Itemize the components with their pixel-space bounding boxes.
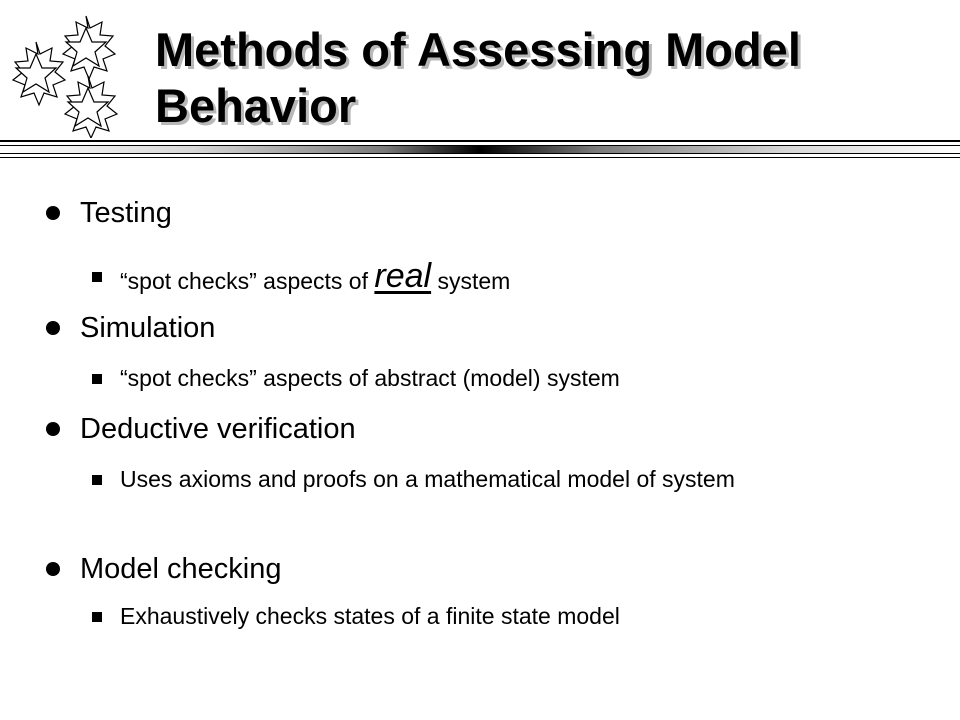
title-divider (0, 140, 960, 162)
sub-text: Exhaustively checks states of a finite state model (120, 603, 620, 629)
bullet-dot-icon (46, 321, 60, 335)
sub-text-before: “spot checks” aspects of (120, 268, 375, 294)
sub-bullet-model-checking (120, 600, 890, 632)
bullet-label: Model checking (80, 553, 282, 585)
bullet-model-checking (80, 552, 282, 586)
title-line-2: Behavior (155, 79, 357, 132)
bullet-dot-icon (46, 562, 60, 576)
sub-bullet-deductive-verification (120, 463, 880, 495)
bullet-dot-icon (46, 422, 60, 436)
sub-text-emphasis: real (374, 257, 432, 295)
square-bullet-icon (92, 374, 102, 384)
square-bullet-icon (92, 612, 102, 622)
bullet-dot-icon (46, 206, 60, 220)
bullet-label: Testing (80, 197, 172, 229)
sub-bullet-testing (120, 257, 890, 297)
sub-text: Uses axioms and proofs on a mathematical model of system (120, 466, 735, 492)
sub-text: “spot checks” aspects of abstract (model) system (120, 365, 620, 391)
bullet-simulation (80, 311, 215, 345)
bullet-testing (80, 196, 172, 230)
bullet-label: Simulation (80, 312, 216, 344)
square-bullet-icon (92, 475, 102, 485)
sub-bullet-simulation (120, 362, 890, 394)
stars-logo-icon (6, 14, 126, 138)
bullet-label: Deductive verification (80, 413, 356, 445)
title-line-1: Methods of Assessing Model (155, 23, 801, 76)
slide-title (155, 22, 945, 134)
square-bullet-icon (92, 272, 102, 282)
sub-text-after: system (431, 268, 511, 294)
bullet-deductive-verification (80, 412, 356, 446)
